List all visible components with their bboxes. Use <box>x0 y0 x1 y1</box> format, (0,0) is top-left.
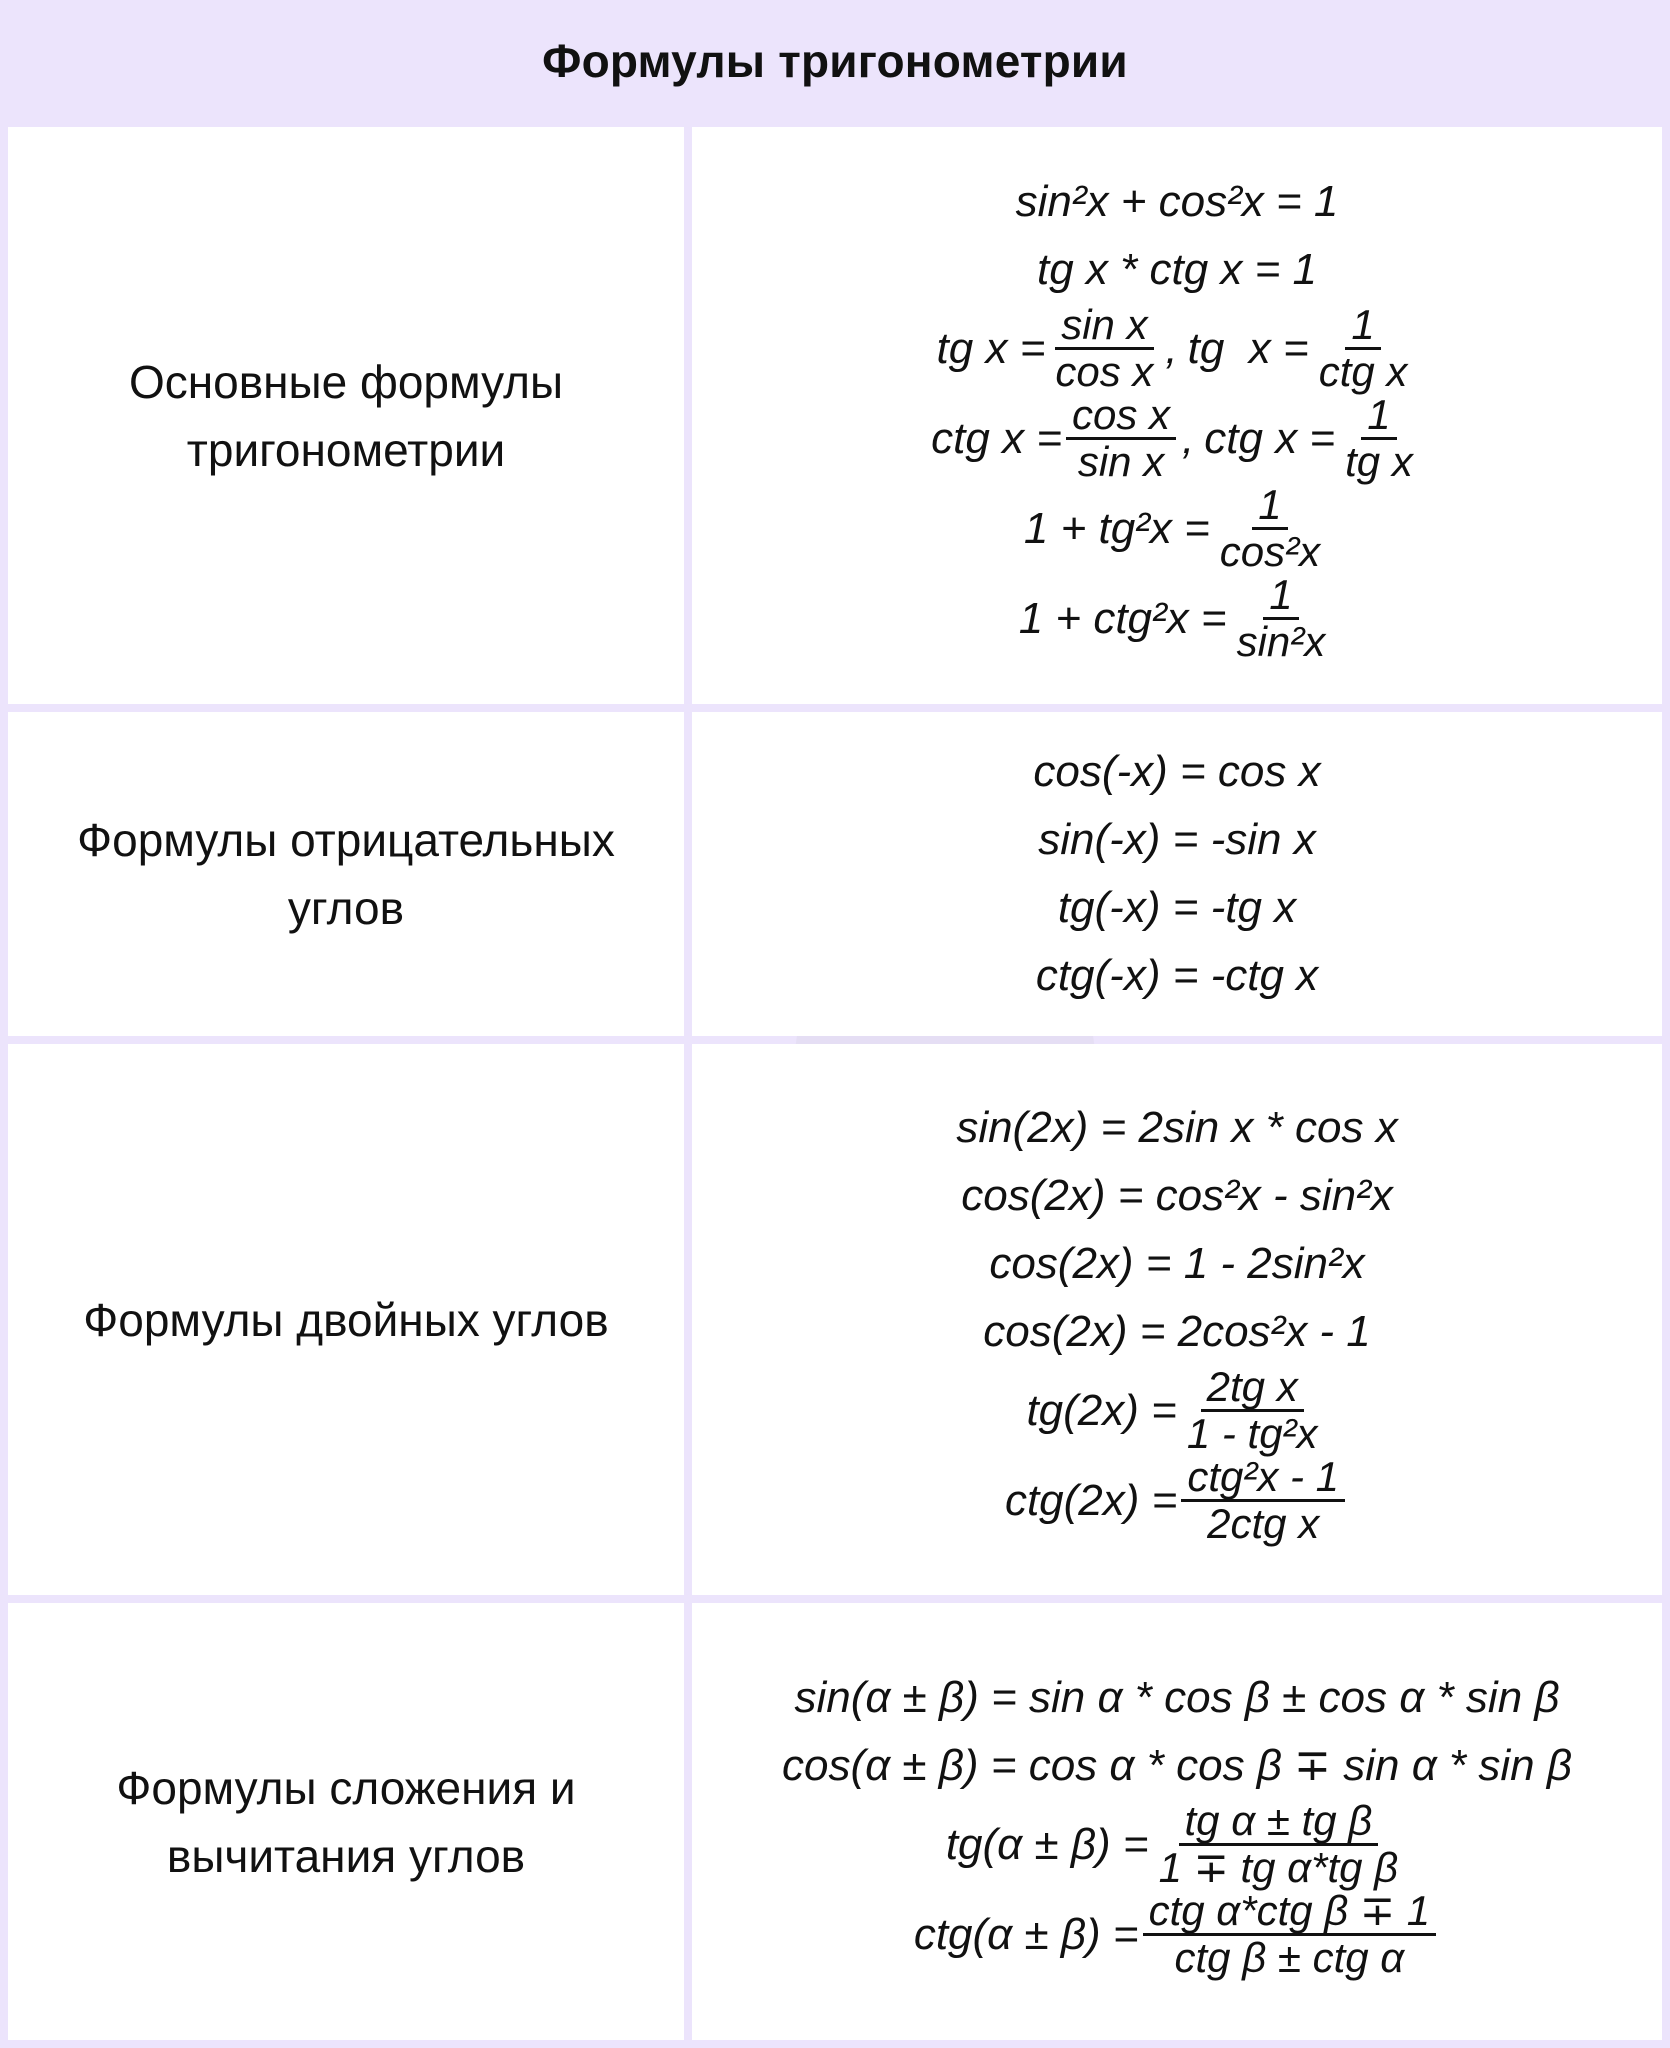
fraction <box>1339 393 1419 484</box>
formula <box>1004 1453 1349 1547</box>
denominator: tg x <box>1345 438 1413 485</box>
header <box>0 0 1670 122</box>
row-label-line: углов <box>287 882 405 934</box>
numerator: cos x <box>1066 393 1176 440</box>
formulas-sum <box>692 1603 1662 2040</box>
numerator: 1 <box>1345 303 1380 350</box>
formula-lhs: 1 + ctg²x = <box>1018 593 1227 643</box>
formulas-double <box>692 1044 1662 1595</box>
denominator: sin²x <box>1236 618 1326 665</box>
row-label-negative <box>8 712 684 1036</box>
formula-lhs: ctg(2x) = <box>1004 1475 1178 1525</box>
formula: tg x * ctg x = 1 <box>1036 244 1318 294</box>
denominator: sin x <box>1077 438 1165 485</box>
numerator: 1 <box>1263 573 1298 620</box>
formula: sin(2x) = 2sin x * cos x <box>956 1102 1398 1152</box>
separator: , <box>1182 413 1195 463</box>
numerator: 1 <box>1252 483 1287 530</box>
numerator: ctg α*ctg β ∓ 1 <box>1143 1889 1437 1936</box>
formula: ctg(-x) = -ctg x <box>1035 951 1319 1000</box>
formulas-negative <box>692 712 1662 1036</box>
formula-lhs: ctg(α ± β) = <box>913 1909 1139 1959</box>
fraction <box>1066 393 1176 484</box>
formula <box>945 1797 1408 1891</box>
separator: , <box>1165 323 1178 373</box>
fraction <box>1313 303 1414 394</box>
fraction <box>1231 573 1332 664</box>
formula: cos(2x) = 2cos²x - 1 <box>983 1306 1371 1356</box>
formula <box>913 1887 1440 1981</box>
row-label-line: Формулы отрицательных <box>77 814 615 866</box>
formula-lhs: ctg x = <box>931 413 1063 463</box>
formula <box>1026 1363 1327 1457</box>
denominator: cos x <box>1055 348 1154 395</box>
row-label-line: Формулы двойных углов <box>83 1293 609 1346</box>
fraction <box>1181 1455 1345 1546</box>
page-title: Формулы тригонометрии <box>542 35 1128 87</box>
row-label-line: Основные формулы <box>128 355 564 408</box>
formula-lhs: tg(α ± β) = <box>945 1819 1149 1869</box>
numerator: 2tg x <box>1201 1365 1304 1412</box>
formula: cos(α ± β) = cos α * cos β ∓ sin α * sin β <box>781 1741 1572 1790</box>
formula <box>931 391 1423 485</box>
numerator: tg α ± tg β <box>1179 1799 1379 1846</box>
formula: tg(-x) = -tg x <box>1057 883 1297 932</box>
fraction <box>1214 483 1326 574</box>
denominator: cos²x <box>1219 528 1321 575</box>
numerator: 1 <box>1361 393 1396 440</box>
denominator: ctg β ± ctg α <box>1174 1934 1405 1981</box>
numerator: ctg²x - 1 <box>1181 1455 1345 1502</box>
formula <box>936 301 1418 395</box>
row-label-line: вычитания углов <box>166 1829 526 1882</box>
fraction <box>1181 1365 1324 1456</box>
denominator: ctg x <box>1318 348 1408 395</box>
formula: sin(α ± β) = sin α * cos β ± cos α * sin β <box>794 1672 1560 1722</box>
row-label-double <box>8 1044 684 1595</box>
formula-lhs: ctg x = <box>1204 413 1336 463</box>
formula: sin²x + cos²x = 1 <box>1015 176 1339 226</box>
formulas-basic <box>692 127 1662 704</box>
fraction <box>1049 303 1159 394</box>
fraction <box>1143 1889 1437 1980</box>
formula-lhs: tg(2x) = <box>1026 1385 1177 1435</box>
row-label-line: Формулы сложения и <box>116 1761 576 1814</box>
denominator: 2ctg x <box>1207 1500 1320 1547</box>
denominator: 1 ∓ tg α*tg β <box>1158 1844 1399 1891</box>
formula: cos(2x) = 1 - 2sin²x <box>989 1238 1365 1288</box>
formula <box>1018 571 1336 665</box>
row-label-line: тригонометрии <box>186 423 506 476</box>
formula-lhs: tg x = <box>936 323 1046 373</box>
formula: cos(-x) = cos x <box>1033 747 1321 796</box>
formula: sin(-x) = -sin x <box>1038 815 1316 864</box>
row-label-basic <box>8 127 684 704</box>
formula: cos(2x) = cos²x - sin²x <box>961 1170 1393 1220</box>
fraction <box>1153 1799 1405 1890</box>
numerator: sin x <box>1055 303 1153 350</box>
formula-lhs: tg x = <box>1187 323 1309 373</box>
formula-lhs: 1 + tg²x = <box>1023 503 1210 553</box>
row-label-sum <box>8 1603 684 2040</box>
formula <box>1023 481 1330 575</box>
denominator: 1 - tg²x <box>1186 1410 1318 1457</box>
